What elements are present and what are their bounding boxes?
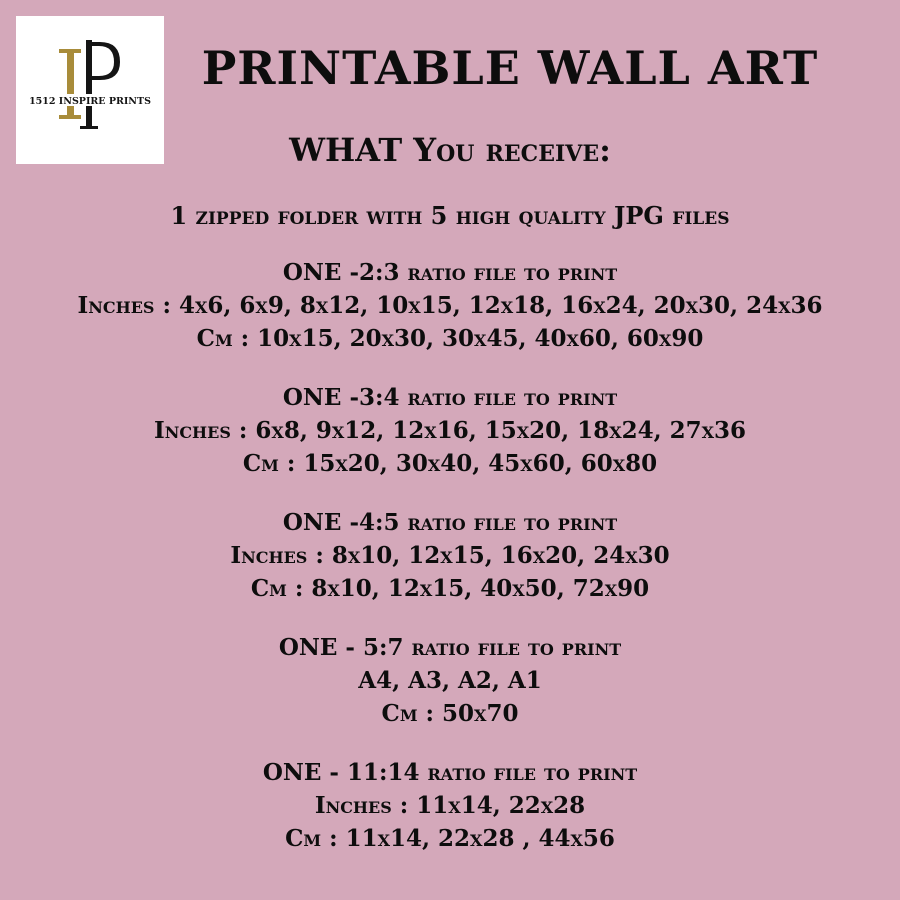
- section-heading: ONE -3:4 ratio file to print: [282, 384, 618, 411]
- section-cm-line: Cm : 50x70: [381, 700, 519, 727]
- ratio-section-2-3: [0, 256, 900, 355]
- section-inches-line: Inches : 4x6, 6x9, 8x12, 10x15, 12x18, 16x24, 20x30, 24x36: [77, 292, 823, 319]
- section-heading: ONE - 5:7 ratio file to print: [278, 634, 622, 661]
- section-inches-line: Inches : 8x10, 12x15, 16x20, 24x30: [230, 542, 670, 569]
- section-inches-line: Inches : 6x8, 9x12, 12x16, 15x20, 18x24, 27x36: [153, 417, 747, 444]
- section-cm-line: Cm : 15x20, 30x40, 45x60, 60x80: [242, 450, 658, 477]
- section-paper-sizes-line: A4, A3, A2, A1: [358, 667, 542, 694]
- brand-logo: [16, 16, 164, 164]
- ratio-section-5-7: [0, 631, 900, 730]
- intro-text: 1 zipped folder with 5 high quality JPG files: [170, 201, 730, 230]
- section-heading: ONE - 11:14 ratio file to print: [262, 759, 638, 786]
- ratio-section-3-4: [0, 381, 900, 480]
- section-cm-line: Cm : 10x15, 20x30, 30x45, 40x60, 60x90: [196, 325, 704, 352]
- section-cm-line: Cm : 8x10, 12x15, 40x50, 72x90: [250, 575, 650, 602]
- page-subtitle: WHAT You receive:: [289, 131, 611, 169]
- ratio-section-4-5: [0, 506, 900, 605]
- logo-brand-text: 1512 INSPIRE PRINTS: [29, 96, 151, 107]
- section-heading: ONE -2:3 ratio file to print: [282, 259, 618, 286]
- ratio-section-11-14: [0, 756, 900, 855]
- logo-monogram-icon: [16, 16, 164, 164]
- page-title: PRINTABLE WALL ART: [201, 41, 819, 95]
- section-heading: ONE -4:5 ratio file to print: [282, 509, 618, 536]
- section-inches-line: Inches : 11x14, 22x28: [314, 792, 586, 819]
- section-cm-line: Cm : 11x14, 22x28 , 44x56: [285, 825, 615, 852]
